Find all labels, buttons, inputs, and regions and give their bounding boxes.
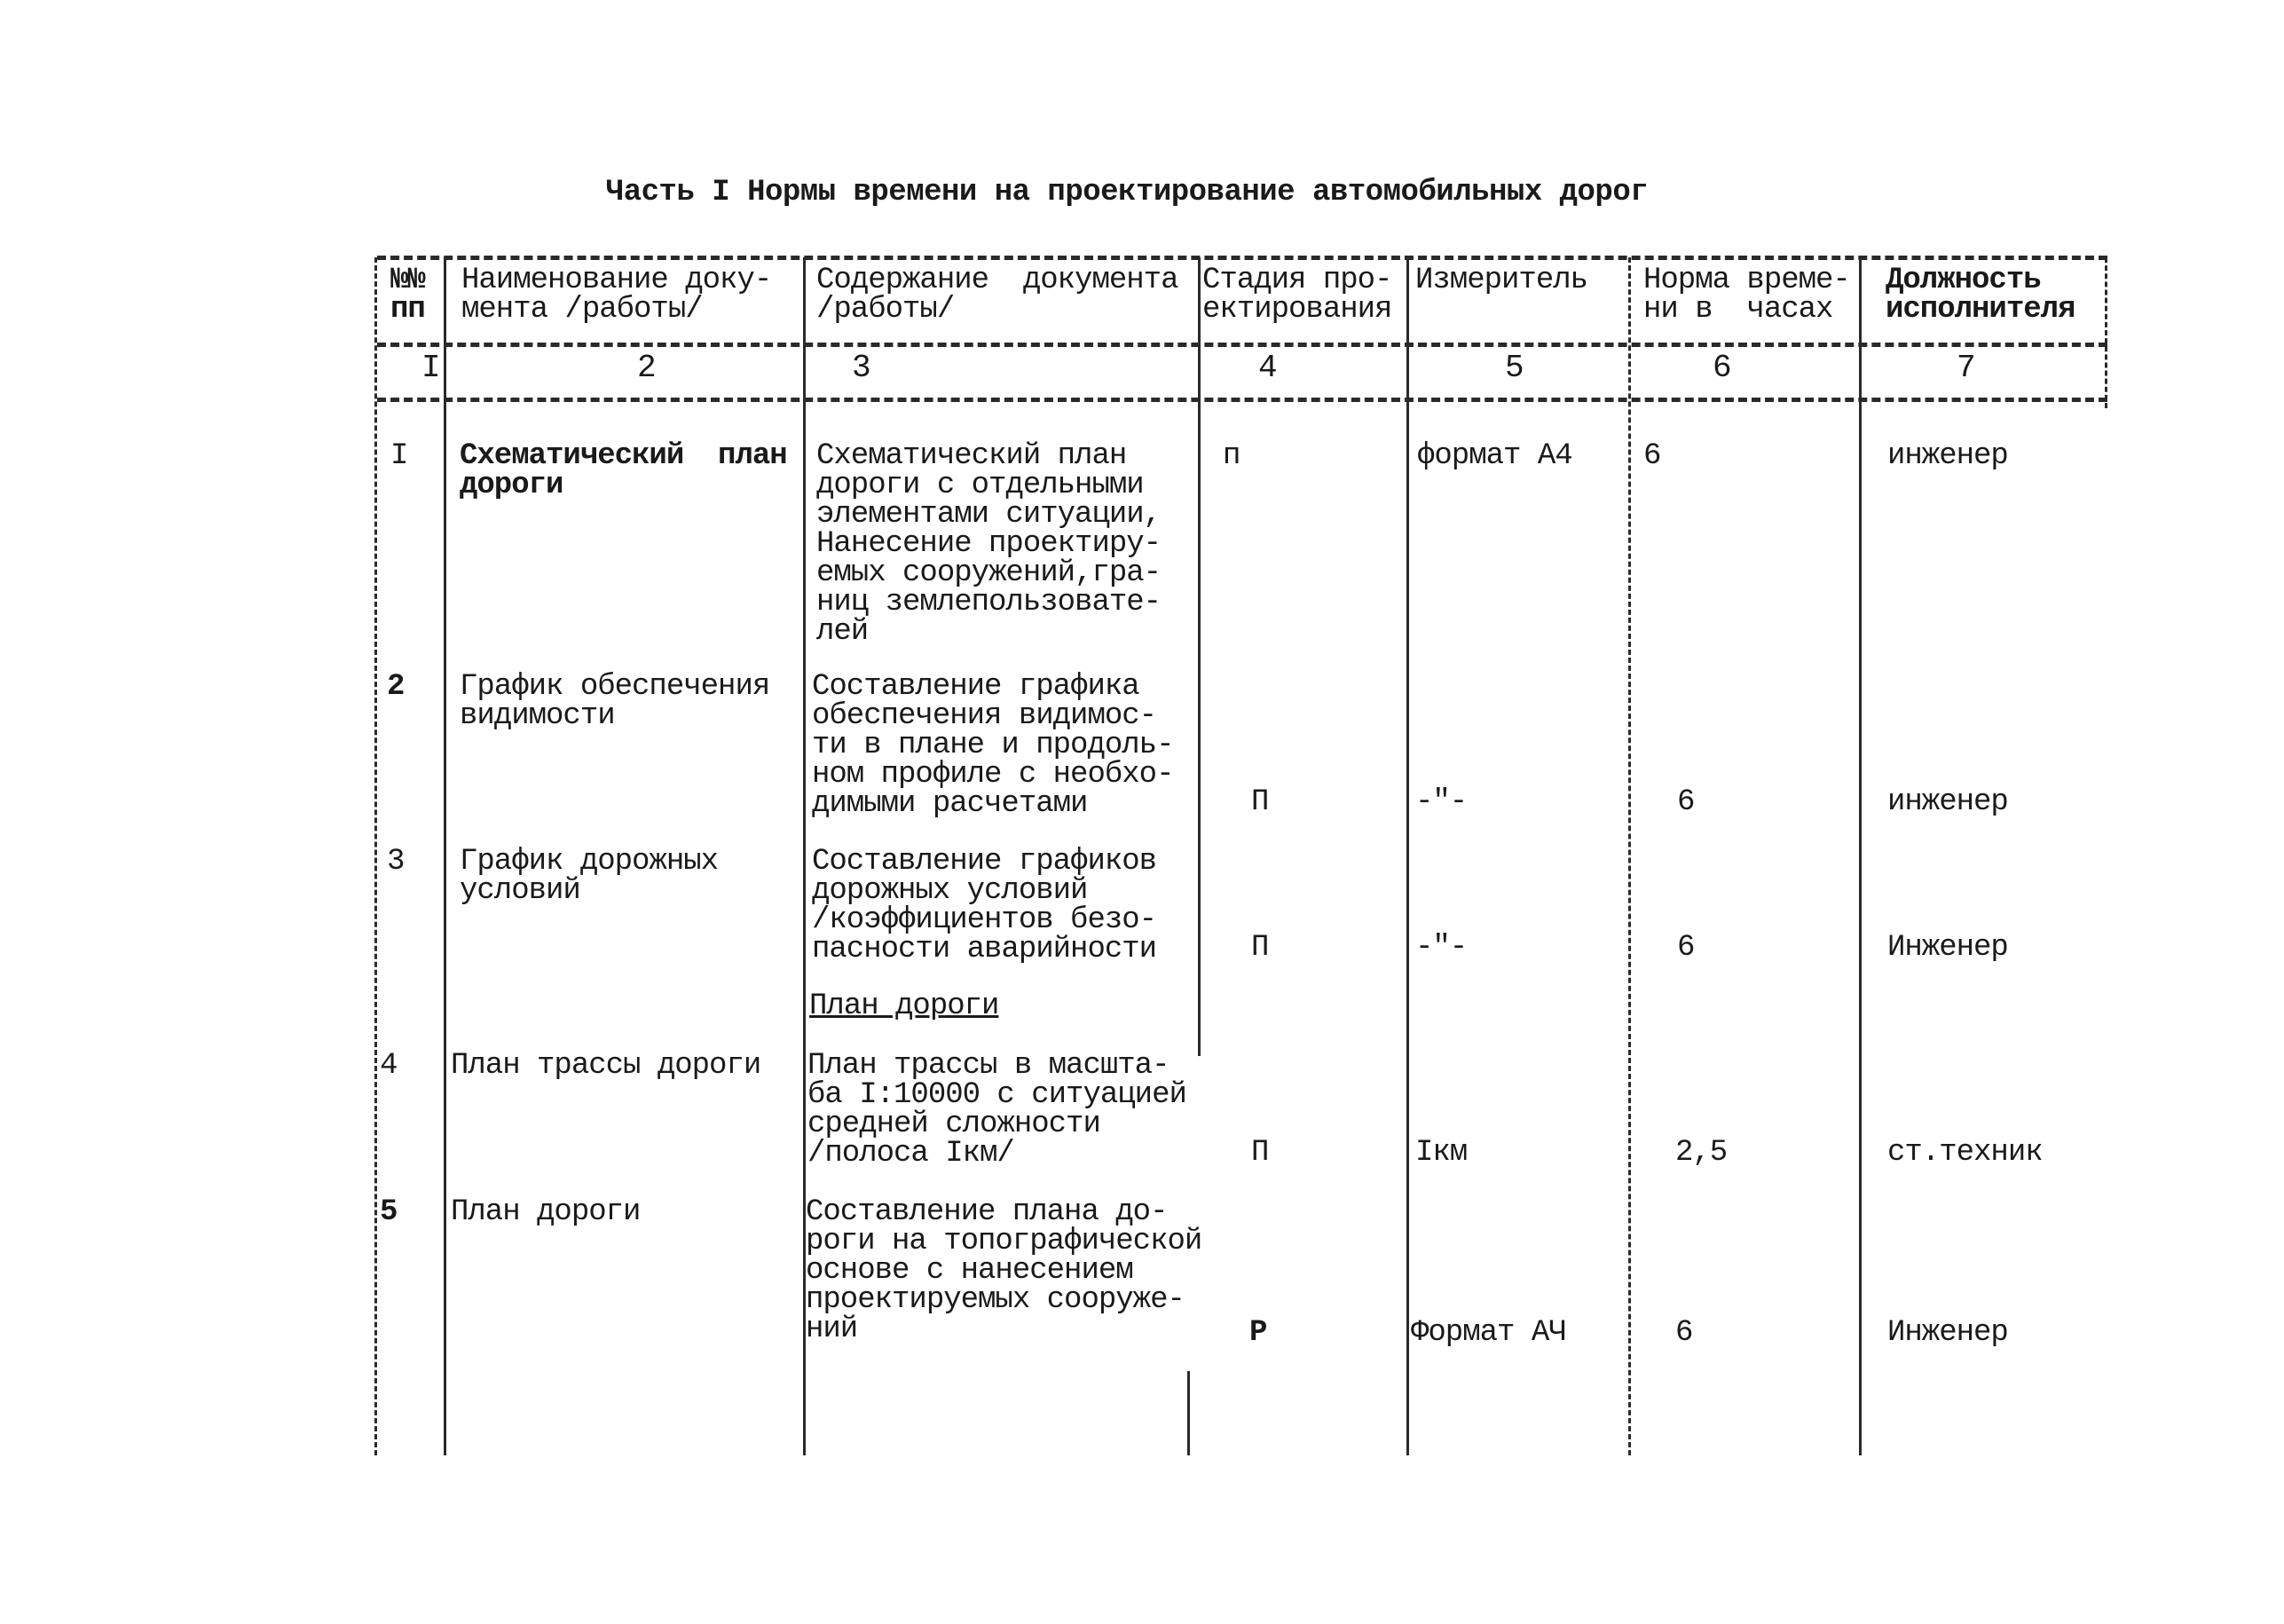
section-heading-road-plan: План дороги — [809, 989, 999, 1023]
column-number-5: 5 — [1505, 350, 1524, 386]
row-1-name: Схематический план дороги — [460, 439, 787, 502]
header-role: Должность исполнителя — [1886, 264, 2075, 327]
row-5-number: 5 — [380, 1195, 398, 1229]
column-number-4: 4 — [1258, 350, 1277, 386]
row-3-content: Составление графиков дорожных условий /коэффициентов безо- пасности аварийности — [812, 845, 1157, 966]
row-3-number: 3 — [387, 845, 405, 879]
row-1-number: I — [390, 439, 408, 473]
row-1-content: Схематический план дороги с отдельными элементами ситуации, Нанесение проектиру- емых сооружений,гра- ниц землепользовате- лей — [816, 439, 1162, 649]
row-5-role: Инженер — [1887, 1316, 2008, 1350]
row-5-name: План дороги — [451, 1195, 641, 1229]
row-5-content: Составление плана до- роги на топографической основе с нанесением проектируемых сооруже- ний — [806, 1195, 1202, 1346]
header-bottom-rule — [377, 343, 2107, 347]
row-1-unit: формат А4 — [1417, 439, 1572, 473]
col-rule-0 — [374, 257, 377, 1455]
col-rule-7 — [2105, 257, 2107, 408]
header-unit: Измеритель — [1415, 264, 1588, 297]
row-3-role: Инженер — [1887, 931, 2008, 965]
row-3-unit: -"- — [1415, 931, 1468, 965]
row-1-norm: 6 — [1643, 439, 1661, 473]
table-top-rule — [377, 256, 2107, 260]
row-4-name: План трассы дороги — [451, 1049, 761, 1083]
row-5-norm: 6 — [1675, 1316, 1693, 1350]
row-2-role: инженер — [1887, 785, 2008, 819]
row-4-content: План трассы в масшта- ба I:10000 с ситуацией средней сложности /полоса Iкм/ — [807, 1049, 1186, 1171]
header-number: №№ пп — [390, 264, 425, 327]
column-number-2: 2 — [637, 350, 656, 386]
row-1-role: инженер — [1887, 439, 2008, 473]
column-number-1: I — [421, 350, 440, 386]
row-3-norm: 6 — [1677, 931, 1695, 965]
row-3-name: График дорожных условий — [460, 845, 719, 908]
row-2-name: График обеспечения видимости — [460, 670, 770, 733]
col-rule-3 — [1198, 257, 1201, 1056]
col-rule-5 — [1628, 257, 1631, 1455]
row-2-norm: 6 — [1677, 785, 1695, 819]
row-4-role: ст.техник — [1887, 1136, 2043, 1170]
col-rule-6 — [1859, 257, 1862, 1455]
header-stage: Стадия про- ектирования — [1202, 264, 1392, 327]
column-numbers-rule — [377, 398, 2107, 402]
row-3-stage: П — [1251, 931, 1269, 965]
row-2-unit: -"- — [1415, 785, 1468, 819]
col-rule-4 — [1406, 257, 1409, 1455]
row-4-stage: П — [1251, 1136, 1269, 1170]
header-norm: Норма време- ни в часах — [1643, 264, 1850, 327]
row-5-unit: Формат АЧ — [1411, 1316, 1566, 1350]
row-2-number: 2 — [387, 670, 405, 704]
row-1-stage: п — [1223, 439, 1240, 473]
row-4-unit: Iкм — [1415, 1136, 1468, 1170]
column-number-6: 6 — [1713, 350, 1731, 386]
row-2-content: Составление графика обеспечения видимос- ти в плане и продоль- ном профиле с необхо- димыми расчетами — [812, 670, 1174, 821]
row-4-number: 4 — [380, 1049, 398, 1083]
header-content: Содержание документа /работы/ — [816, 264, 1178, 327]
row-5-stage: Р — [1249, 1316, 1267, 1350]
header-name: Наименование доку- мента /работы/ — [461, 264, 772, 327]
col-rule-3b — [1187, 1371, 1190, 1455]
column-number-3: 3 — [852, 350, 870, 386]
row-4-norm: 2,5 — [1675, 1136, 1728, 1170]
page-title: Часть I Нормы времени на проектирование автомобильных дорог — [605, 176, 1649, 209]
row-2-stage: П — [1251, 785, 1269, 819]
column-number-7: 7 — [1957, 350, 1975, 386]
col-rule-1 — [444, 257, 446, 1455]
